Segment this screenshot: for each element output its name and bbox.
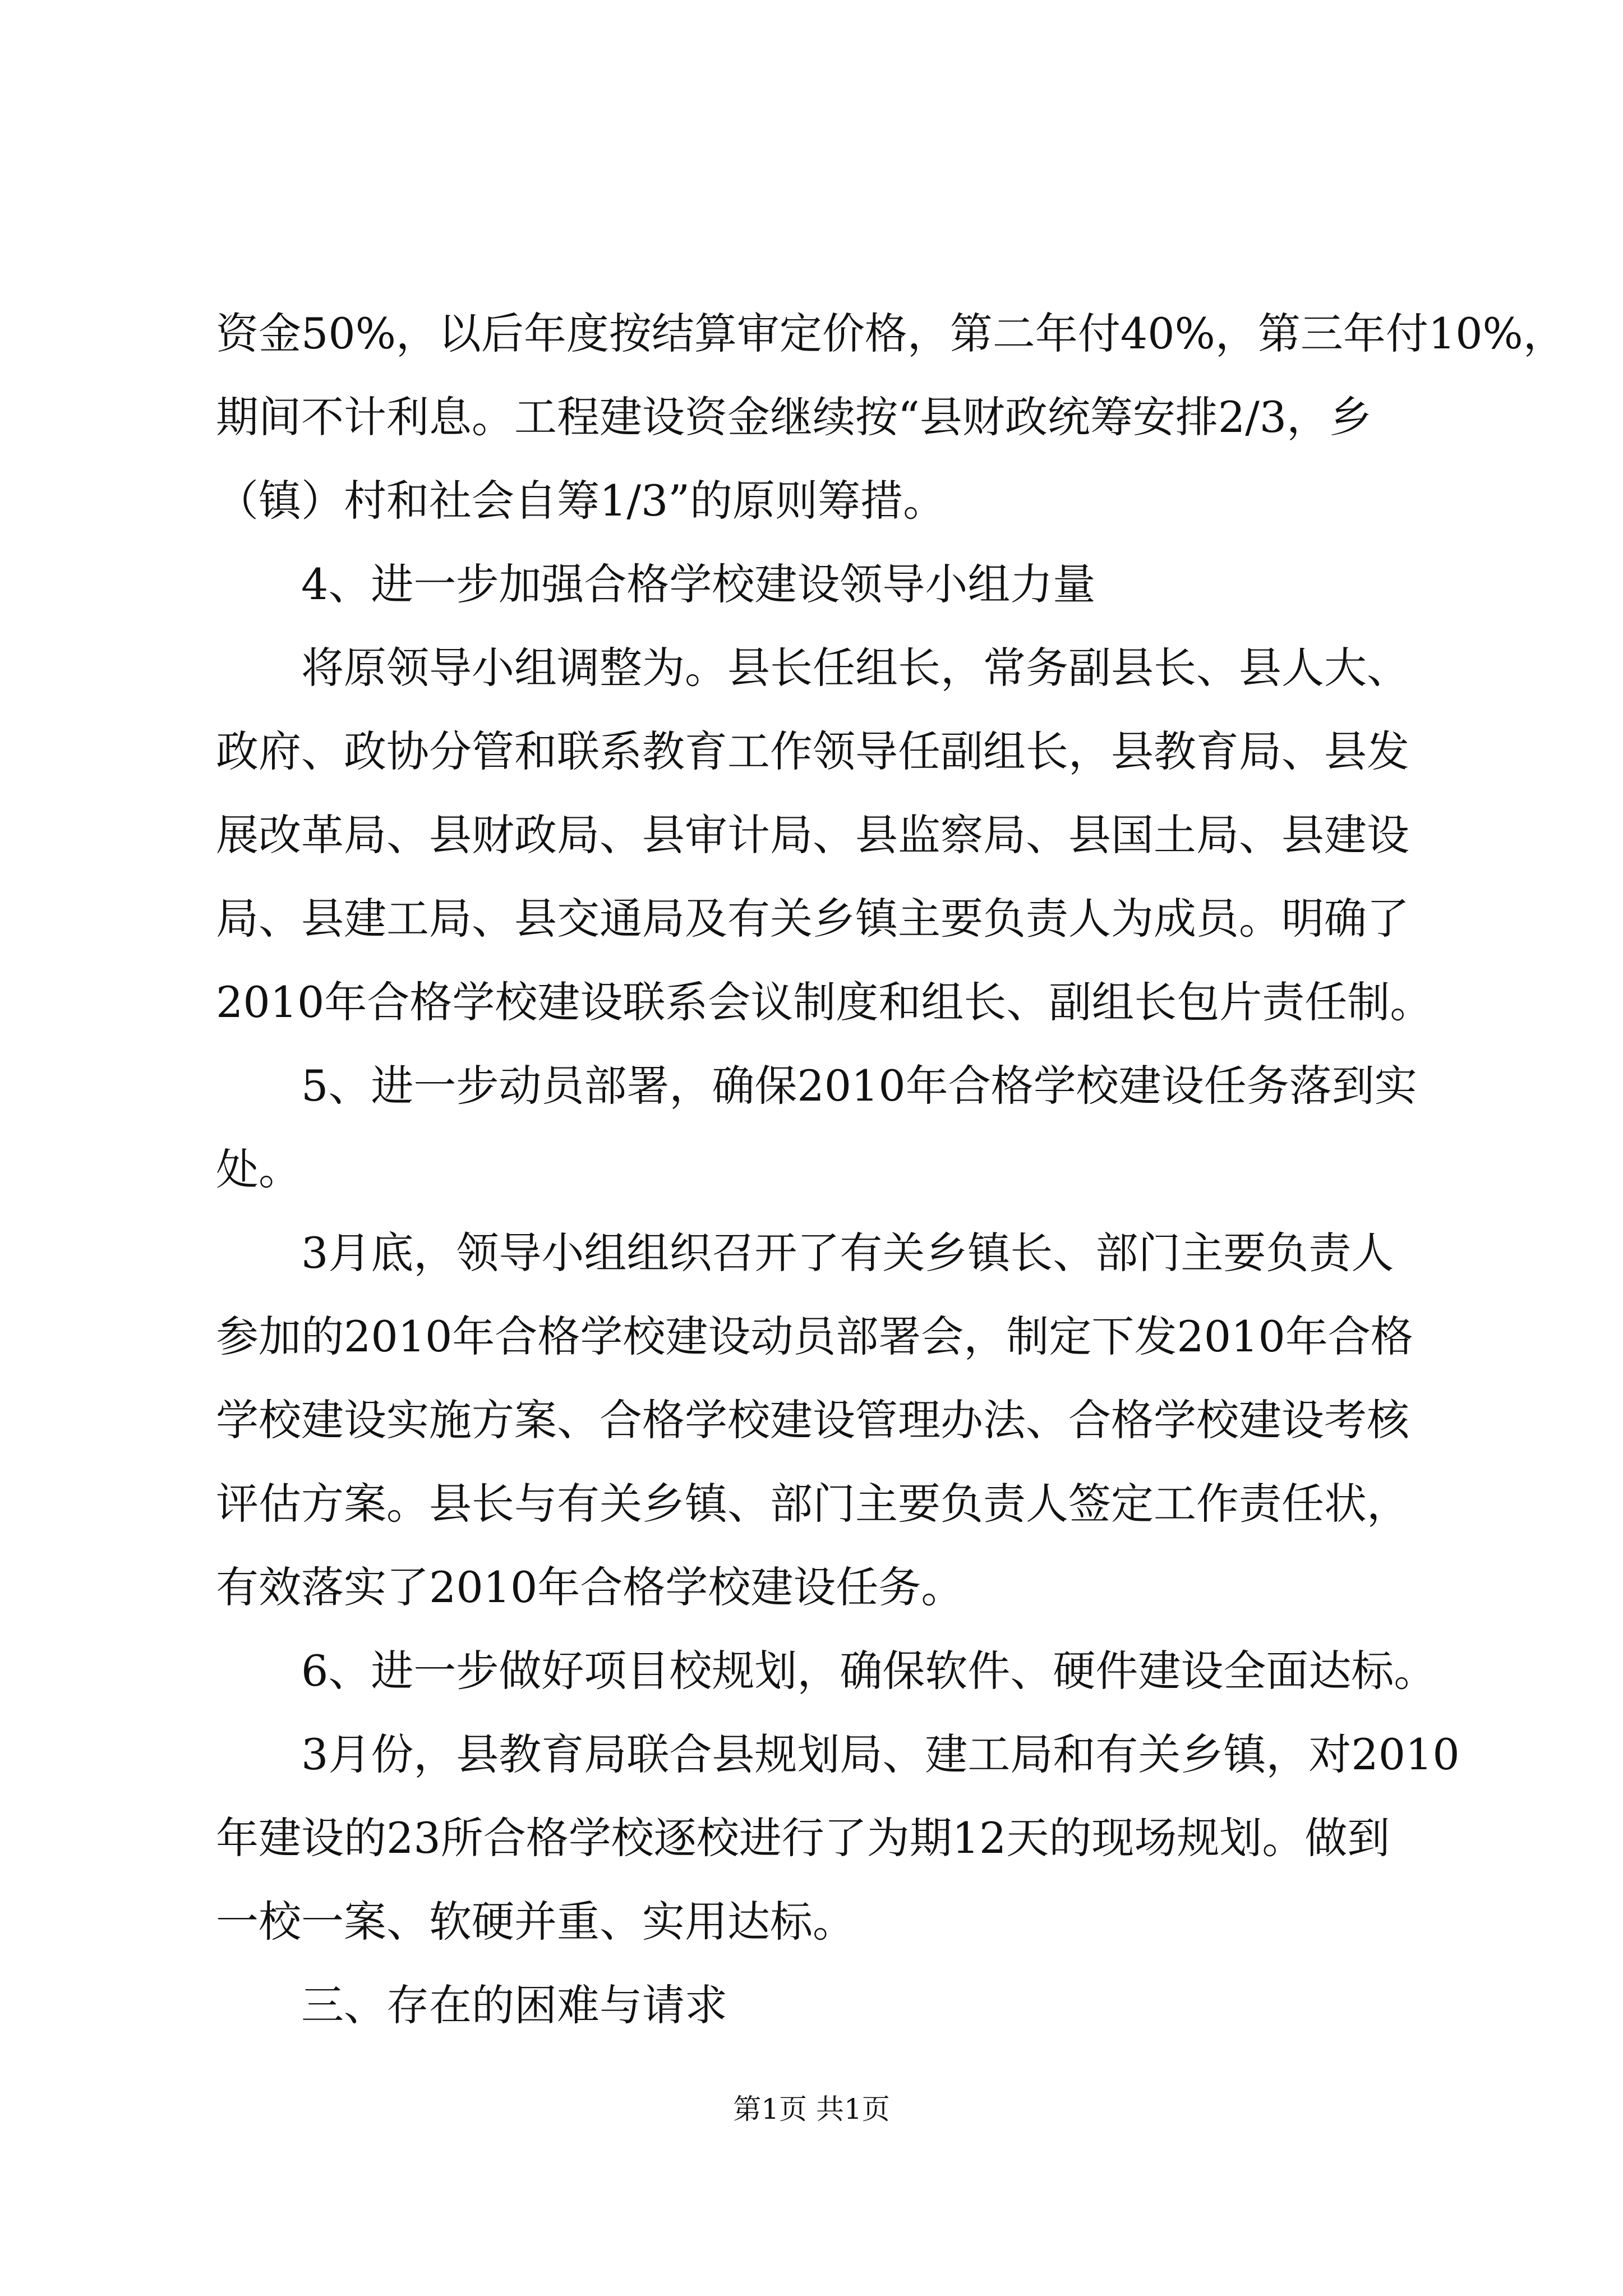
text-line: 局、县建工局、县交通局及有关乡镇主要负责人为成员。明确了 <box>216 894 1409 944</box>
text-line: 一校一案、软硬并重、实用达标。 <box>216 1897 855 1947</box>
section-heading: 6、进一步做好项目校规划，确保软件、硬件建设全面达标。 <box>216 1646 1437 1696</box>
text-line: 评估方案。县长与有关乡镇、部门主要负责人签定工作责任状， <box>216 1479 1409 1529</box>
text-line: 学校建设实施方案、合格学校建设管理办法、合格学校建设考核 <box>216 1395 1409 1445</box>
text-line: 期间不计利息。工程建设资金继续按“县财政统筹安排2/3，乡 <box>216 392 1372 442</box>
text-line: 资金50%，以后年度按结算审定价格，第二年付40%，第三年付10%， <box>216 309 1566 358</box>
text-line: 处。 <box>216 1144 301 1194</box>
text-line: 将原领导小组调整为。县长任组长，常务副县长、县人大、 <box>216 643 1409 693</box>
text-line: 展改革局、县财政局、县审计局、县监察局、县国土局、县建设 <box>216 810 1409 860</box>
section-heading: 三、存在的困难与请求 <box>216 1980 727 2030</box>
text-line: 2010年合格学校建设联系会议制度和组长、副组长包片责任制。 <box>216 977 1433 1027</box>
text-line: 政府、政协分管和联系教育工作领导任副组长，县教育局、县发 <box>216 726 1409 776</box>
text-line: 有效落实了2010年合格学校建设任务。 <box>216 1562 964 1612</box>
section-heading: 4、进一步加强合格学校建设领导小组力量 <box>216 559 1096 609</box>
text-line: 3月份，县教育局联合县规划局、建工局和有关乡镇，对2010 <box>216 1729 1460 1779</box>
document-body <box>216 292 1566 2047</box>
text-line: 参加的2010年合格学校建设动员部署会，制定下发2010年合格 <box>216 1312 1413 1361</box>
text-line: 3月底，领导小组组织召开了有关乡镇长、部门主要负责人 <box>216 1228 1394 1278</box>
page-footer: 第1页 共1页 <box>733 2093 890 2125</box>
text-line: （镇）村和社会自筹1/3”的原则筹措。 <box>216 476 946 526</box>
text-line: 年建设的23所合格学校逐校进行了为期12天的现场规划。做到 <box>216 1813 1390 1863</box>
section-heading: 5、进一步动员部署，确保2010年合格学校建设任务落到实 <box>216 1061 1417 1111</box>
